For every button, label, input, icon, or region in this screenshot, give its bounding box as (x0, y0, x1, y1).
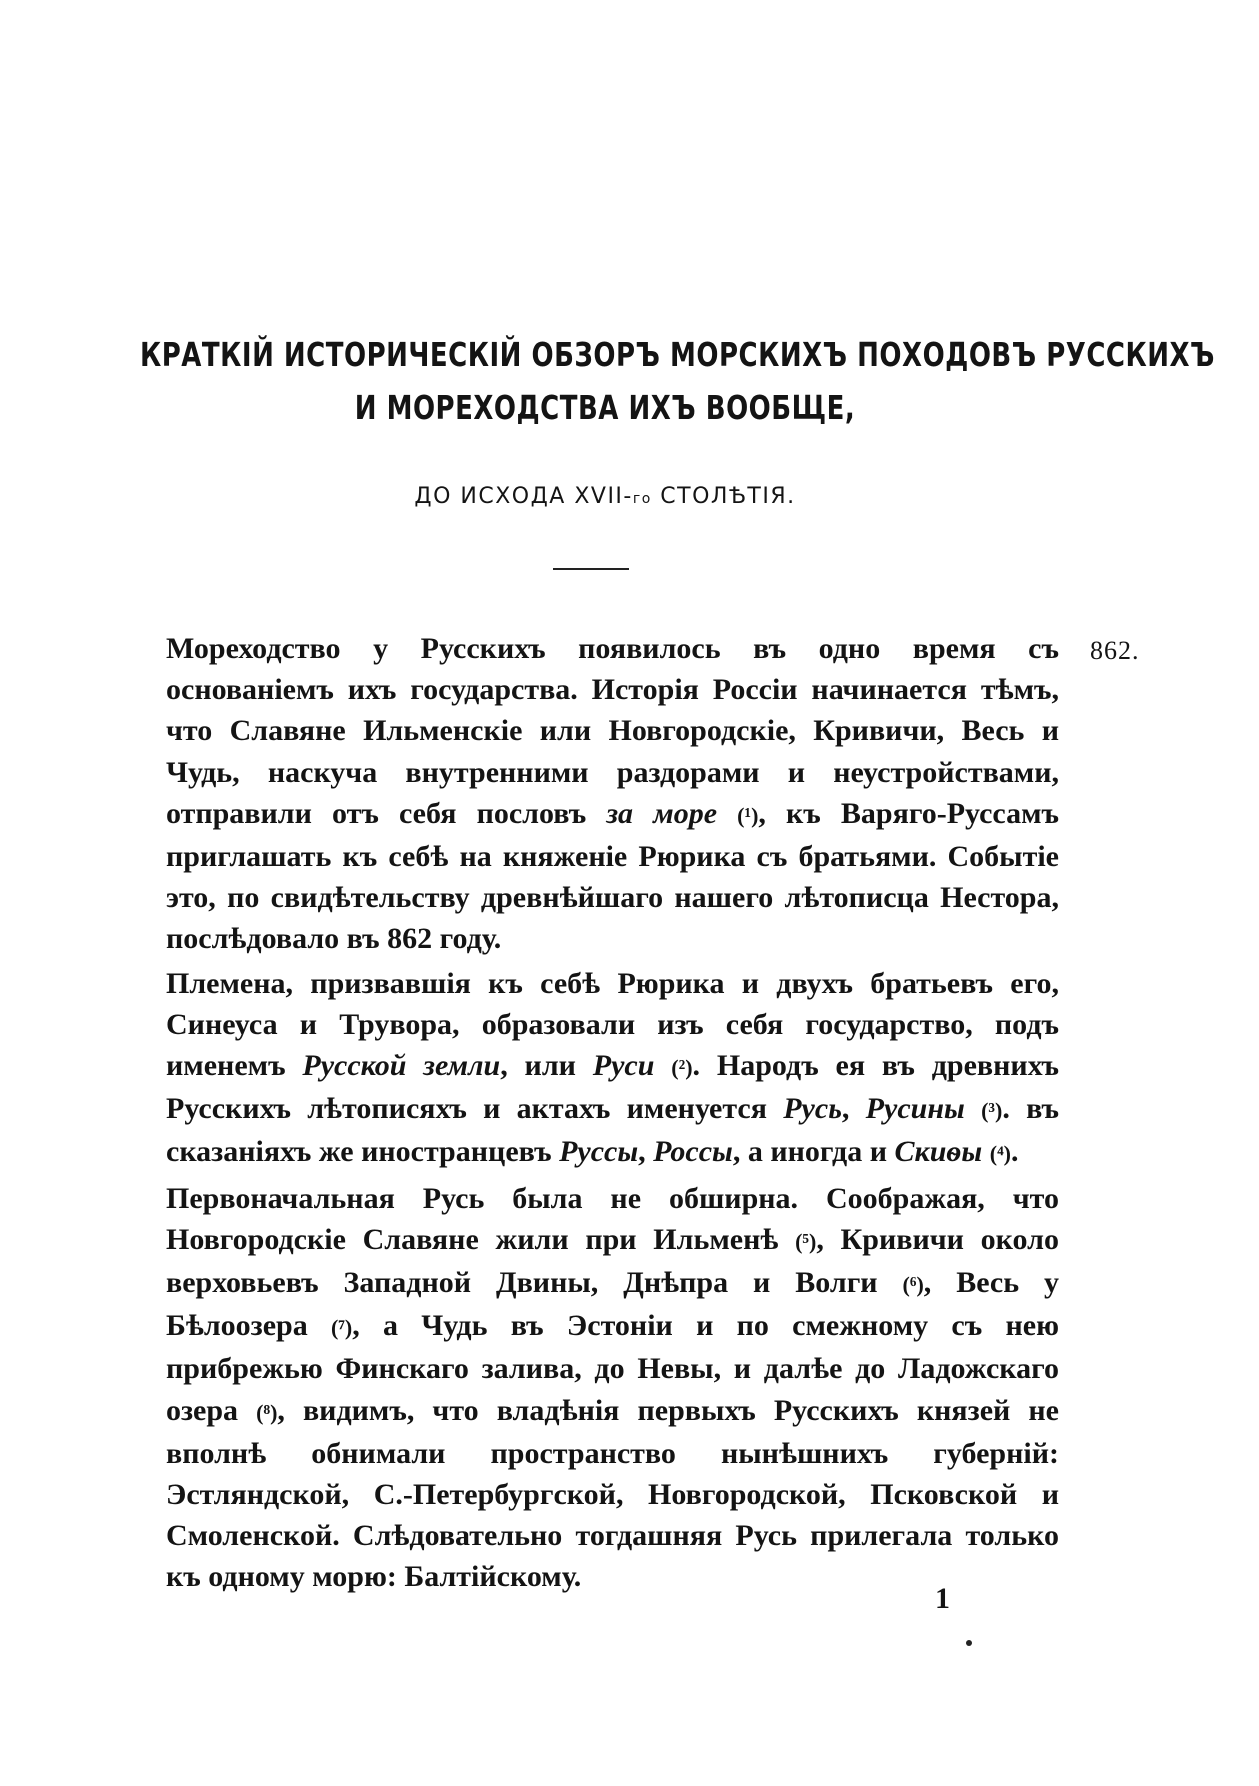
text-run: , а иногда и (732, 1135, 895, 1169)
text-run: , (638, 1135, 654, 1169)
ink-dot (966, 1640, 972, 1646)
text-run: , Весь у Бѣлоозера (166, 1266, 1059, 1343)
footnote-ref: (³) (981, 1098, 1003, 1124)
body-text (166, 628, 1059, 1598)
text-run: , видимъ, что владѣнія первыхъ Русскихъ князей не вполнѣ обнимали пространство нынѣшнихъ губерній: Эстляндской, С.-Петербургской, Новгородской, Псковской и Смоленской. Слѣдовательно тогдашняя Русь прилегала только къ одному морю: Балтійскому. (166, 1393, 1059, 1594)
text-run: Племена, призвавшія къ себѣ Рюрика и двухъ братьевъ его, Синеуса и Трувора, образовали изъ себя государство, подъ именемъ (166, 966, 1059, 1083)
italic-phrase: Русской земли (302, 1049, 501, 1083)
footnote-ref: (⁴) (989, 1141, 1011, 1167)
subtitle-before: ДО ИСХОДА XVII- (414, 484, 633, 509)
subtitle-after: СТОЛѢТІЯ. (651, 484, 796, 509)
footnote-ref: (⁷) (331, 1315, 353, 1341)
chapter-subtitle (140, 484, 1070, 509)
italic-phrase: Русины (865, 1092, 965, 1126)
text-run: . въ сказаніяхъ же иностранцевъ (166, 1092, 1060, 1169)
paragraph-1 (166, 628, 1059, 960)
italic-phrase: Руси (592, 1049, 655, 1083)
text-run: , или (500, 1049, 593, 1083)
paragraph-2 (166, 963, 1059, 1175)
italic-phrase: Руссы (559, 1135, 639, 1169)
section-divider (553, 568, 629, 570)
italic-phrase: Русь (783, 1092, 842, 1126)
text-run: , Кривичи около верховьевъ Западной Двины, Днѣпра и Волги (166, 1222, 1059, 1300)
chapter-title-line-2: И МОРЕХОДСТВА ИХЪ ВООБЩЕ, (354, 390, 856, 428)
footnote-ref: (²) (671, 1055, 693, 1081)
text-run: . Народъ ея въ древнихъ Русскихъ лѣтописяхъ и актахъ именуется (166, 1049, 1059, 1126)
footnote-ref: (¹) (737, 802, 759, 828)
margin-year-note: 862. (1090, 636, 1140, 665)
italic-phrase: за море (606, 796, 718, 830)
footnote-ref: (⁸) (256, 1399, 278, 1425)
text-run: Первоначальная Русь была не обширна. Соображая, что Новгородскіе Славяне жили при Ильменѣ (166, 1181, 1059, 1256)
italic-phrase: Скиѳы (894, 1135, 983, 1169)
footnote-ref: (⁶) (902, 1272, 924, 1298)
subtitle-suffix: го (632, 491, 652, 507)
footnote-ref: (⁵) (795, 1228, 817, 1254)
italic-phrase: Россы (653, 1135, 733, 1169)
text-run: Мореходство у Русскихъ появилось въ одно время съ основаніемъ ихъ государства. Исторія Россіи начинается тѣмъ, что Славяне Ильменскіе или Новгородскіе, Кривичи, Весь и Чудь, наскуча внутренними раздорами и неустройствами, отправили отъ себя пословъ (166, 632, 1059, 830)
chapter-title-line-1: КРАТКІЙ ИСТОРИЧЕСКІЙ ОБЗОРЪ МОРСКИХЪ ПОХОДОВЪ РУССКИХЪ (140, 337, 1215, 375)
text-run: , а Чудь въ Эстоніи и по смежному съ нею прибрежью Финскаго залива, до Невы, и далѣе до Ладожскаго озера (166, 1309, 1060, 1427)
text-run: , къ Варяго-Руссамъ приглашать къ себѣ на княженіе Рюрика съ братьями. Событіе это, по свидѣтельству древнѣйшаго нашего лѣтописца Нестора, послѣдовало въ 862 году. (166, 796, 1060, 956)
text-run: . (1011, 1135, 1019, 1169)
signature-mark: 1 (935, 1582, 950, 1615)
text-run: , (841, 1092, 866, 1126)
paragraph-3 (166, 1178, 1059, 1598)
